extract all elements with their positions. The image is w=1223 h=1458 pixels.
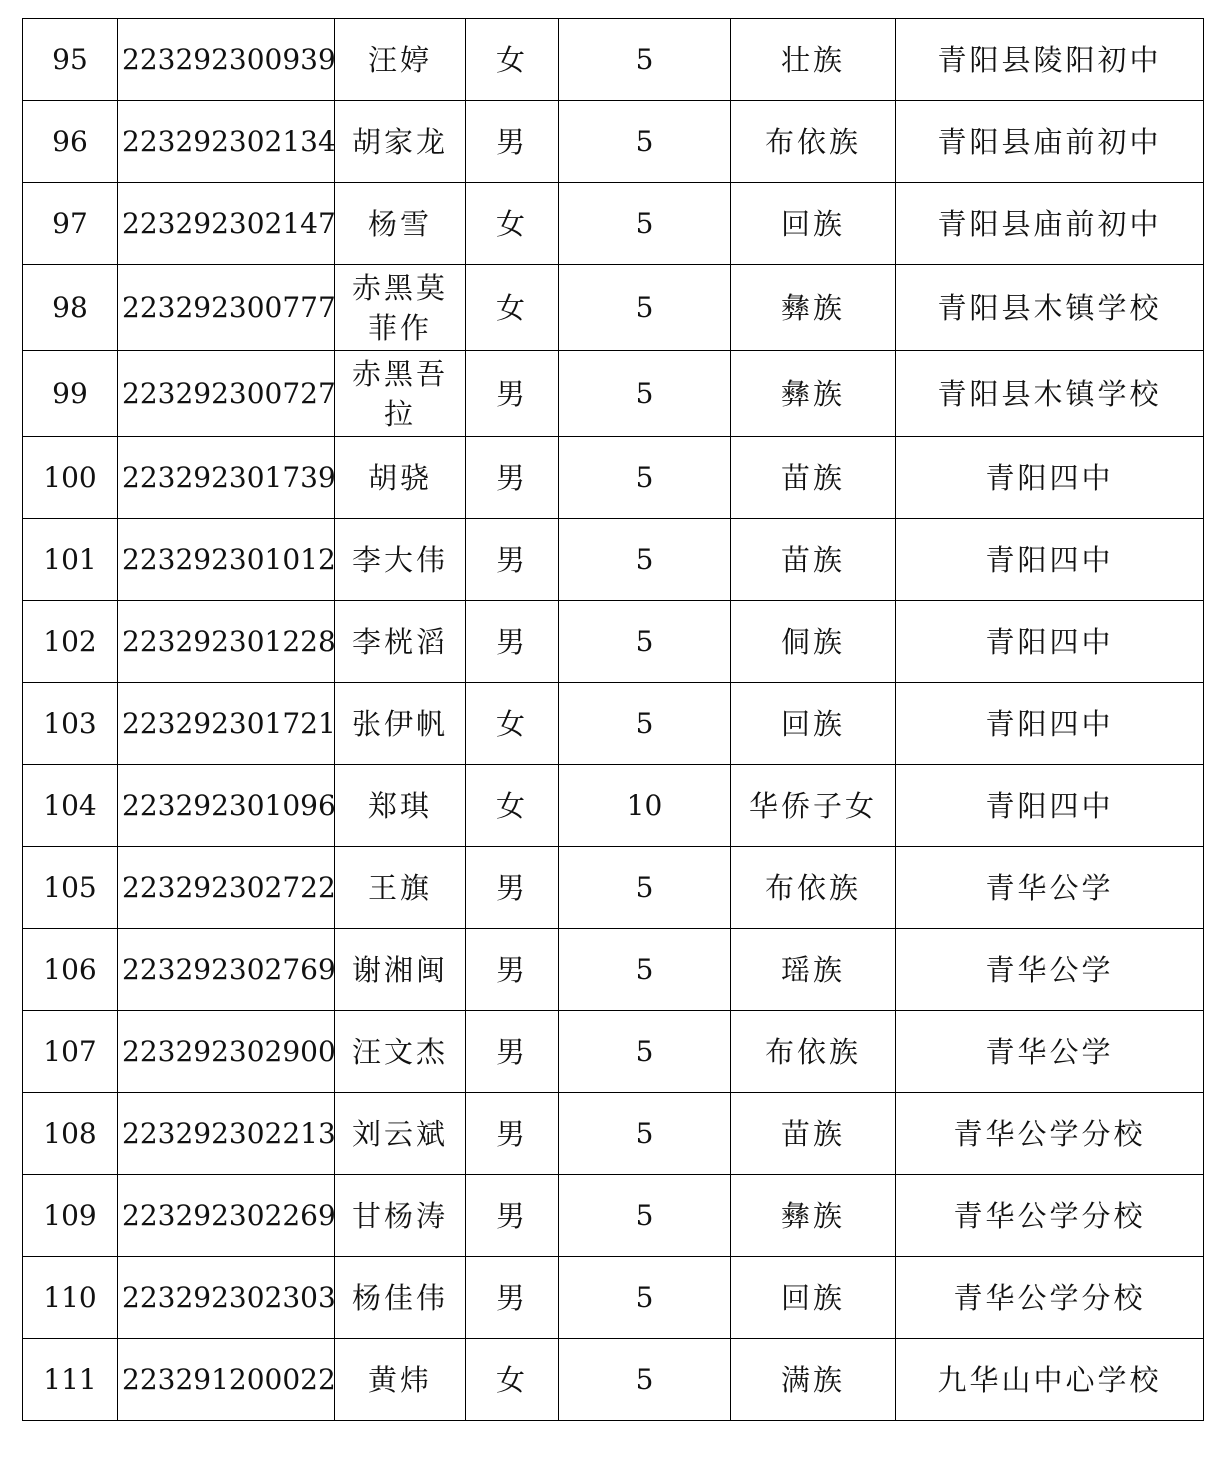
gender-cell: 男 <box>466 601 559 683</box>
id-cell: 223292302134 <box>118 101 335 183</box>
id-cell: 223292302303 <box>118 1257 335 1339</box>
score-cell: 5 <box>559 601 731 683</box>
category-cell: 满族 <box>731 1339 896 1421</box>
category-cell: 布依族 <box>731 101 896 183</box>
id-cell: 223291200022 <box>118 1339 335 1421</box>
id-cell: 223292301096 <box>118 765 335 847</box>
table-row <box>23 601 1204 683</box>
school-cell: 青阳四中 <box>896 519 1204 601</box>
category-cell: 彝族 <box>731 351 896 437</box>
gender-cell: 男 <box>466 437 559 519</box>
school-cell: 青华公学 <box>896 847 1204 929</box>
category-cell: 华侨子女 <box>731 765 896 847</box>
id-cell: 223292302147 <box>118 183 335 265</box>
name-cell: 汪婷 <box>335 19 466 101</box>
gender-cell: 男 <box>466 1093 559 1175</box>
name-cell: 杨雪 <box>335 183 466 265</box>
name-cell: 汪文杰 <box>335 1011 466 1093</box>
id-cell: 223292302722 <box>118 847 335 929</box>
seq-cell: 109 <box>23 1175 118 1257</box>
school-cell: 青阳县庙前初中 <box>896 183 1204 265</box>
school-cell: 青华公学 <box>896 1011 1204 1093</box>
gender-cell: 男 <box>466 1257 559 1339</box>
gender-cell: 男 <box>466 1175 559 1257</box>
school-cell: 青阳县木镇学校 <box>896 351 1204 437</box>
seq-cell: 100 <box>23 437 118 519</box>
school-cell: 青阳县木镇学校 <box>896 265 1204 351</box>
school-cell: 青阳县陵阳初中 <box>896 19 1204 101</box>
category-cell: 壮族 <box>731 19 896 101</box>
score-cell: 5 <box>559 929 731 1011</box>
gender-cell: 男 <box>466 351 559 437</box>
seq-cell: 102 <box>23 601 118 683</box>
name-cell: 胡骁 <box>335 437 466 519</box>
id-cell: 223292301228 <box>118 601 335 683</box>
gender-cell: 男 <box>466 101 559 183</box>
name-cell: 甘杨涛 <box>335 1175 466 1257</box>
name-cell: 李大伟 <box>335 519 466 601</box>
name-cell: 李桄滔 <box>335 601 466 683</box>
school-cell: 青华公学分校 <box>896 1093 1204 1175</box>
score-cell: 5 <box>559 519 731 601</box>
table-row <box>23 265 1204 351</box>
seq-cell: 111 <box>23 1339 118 1421</box>
category-cell: 彝族 <box>731 265 896 351</box>
score-cell: 5 <box>559 19 731 101</box>
gender-cell: 男 <box>466 519 559 601</box>
seq-cell: 106 <box>23 929 118 1011</box>
student-roster-table <box>22 18 1204 1421</box>
school-cell: 青阳四中 <box>896 765 1204 847</box>
score-cell: 5 <box>559 683 731 765</box>
id-cell: 223292302900 <box>118 1011 335 1093</box>
seq-cell: 95 <box>23 19 118 101</box>
gender-cell: 女 <box>466 19 559 101</box>
category-cell: 回族 <box>731 683 896 765</box>
seq-cell: 105 <box>23 847 118 929</box>
score-cell: 5 <box>559 351 731 437</box>
category-cell: 彝族 <box>731 1175 896 1257</box>
score-cell: 5 <box>559 101 731 183</box>
name-cell: 黄炜 <box>335 1339 466 1421</box>
score-cell: 5 <box>559 1093 731 1175</box>
table-row <box>23 19 1204 101</box>
table-row <box>23 1093 1204 1175</box>
id-cell: 223292300777 <box>118 265 335 351</box>
id-cell: 223292301721 <box>118 683 335 765</box>
category-cell: 苗族 <box>731 519 896 601</box>
school-cell: 青阳县庙前初中 <box>896 101 1204 183</box>
name-cell: 王旗 <box>335 847 466 929</box>
school-cell: 青华公学分校 <box>896 1257 1204 1339</box>
id-cell: 223292302269 <box>118 1175 335 1257</box>
seq-cell: 99 <box>23 351 118 437</box>
category-cell: 布依族 <box>731 847 896 929</box>
score-cell: 5 <box>559 1257 731 1339</box>
table-row <box>23 351 1204 437</box>
id-cell: 223292300939 <box>118 19 335 101</box>
school-cell: 青华公学 <box>896 929 1204 1011</box>
table-row <box>23 929 1204 1011</box>
name-cell: 谢湘闽 <box>335 929 466 1011</box>
table-row <box>23 101 1204 183</box>
score-cell: 5 <box>559 847 731 929</box>
table-row <box>23 1257 1204 1339</box>
seq-cell: 107 <box>23 1011 118 1093</box>
score-cell: 5 <box>559 1011 731 1093</box>
school-cell: 青阳四中 <box>896 601 1204 683</box>
gender-cell: 女 <box>466 765 559 847</box>
score-cell: 5 <box>559 183 731 265</box>
id-cell: 223292301012 <box>118 519 335 601</box>
score-cell: 5 <box>559 265 731 351</box>
table-row <box>23 1339 1204 1421</box>
id-cell: 223292300727 <box>118 351 335 437</box>
name-cell: 赤黑莫菲作 <box>335 265 466 351</box>
gender-cell: 男 <box>466 1011 559 1093</box>
gender-cell: 男 <box>466 847 559 929</box>
seq-cell: 108 <box>23 1093 118 1175</box>
gender-cell: 女 <box>466 1339 559 1421</box>
category-cell: 布依族 <box>731 1011 896 1093</box>
table-row <box>23 847 1204 929</box>
category-cell: 侗族 <box>731 601 896 683</box>
score-cell: 5 <box>559 437 731 519</box>
gender-cell: 女 <box>466 683 559 765</box>
score-cell: 10 <box>559 765 731 847</box>
score-cell: 5 <box>559 1339 731 1421</box>
id-cell: 223292302769 <box>118 929 335 1011</box>
category-cell: 回族 <box>731 183 896 265</box>
name-cell: 胡家龙 <box>335 101 466 183</box>
name-cell: 刘云斌 <box>335 1093 466 1175</box>
school-cell: 青阳四中 <box>896 683 1204 765</box>
category-cell: 瑶族 <box>731 929 896 1011</box>
id-cell: 223292302213 <box>118 1093 335 1175</box>
seq-cell: 98 <box>23 265 118 351</box>
school-cell: 青阳四中 <box>896 437 1204 519</box>
category-cell: 回族 <box>731 1257 896 1339</box>
name-cell: 张伊帆 <box>335 683 466 765</box>
gender-cell: 女 <box>466 265 559 351</box>
table-row <box>23 1011 1204 1093</box>
seq-cell: 103 <box>23 683 118 765</box>
table-row <box>23 519 1204 601</box>
category-cell: 苗族 <box>731 1093 896 1175</box>
table-row <box>23 1175 1204 1257</box>
school-cell: 青华公学分校 <box>896 1175 1204 1257</box>
seq-cell: 101 <box>23 519 118 601</box>
seq-cell: 97 <box>23 183 118 265</box>
table-row <box>23 183 1204 265</box>
name-cell: 郑琪 <box>335 765 466 847</box>
seq-cell: 110 <box>23 1257 118 1339</box>
seq-cell: 104 <box>23 765 118 847</box>
score-cell: 5 <box>559 1175 731 1257</box>
school-cell: 九华山中心学校 <box>896 1339 1204 1421</box>
gender-cell: 女 <box>466 183 559 265</box>
name-cell: 杨佳伟 <box>335 1257 466 1339</box>
seq-cell: 96 <box>23 101 118 183</box>
name-cell: 赤黑吾拉 <box>335 351 466 437</box>
table-row <box>23 437 1204 519</box>
id-cell: 223292301739 <box>118 437 335 519</box>
gender-cell: 男 <box>466 929 559 1011</box>
table-row <box>23 765 1204 847</box>
category-cell: 苗族 <box>731 437 896 519</box>
table-row <box>23 683 1204 765</box>
